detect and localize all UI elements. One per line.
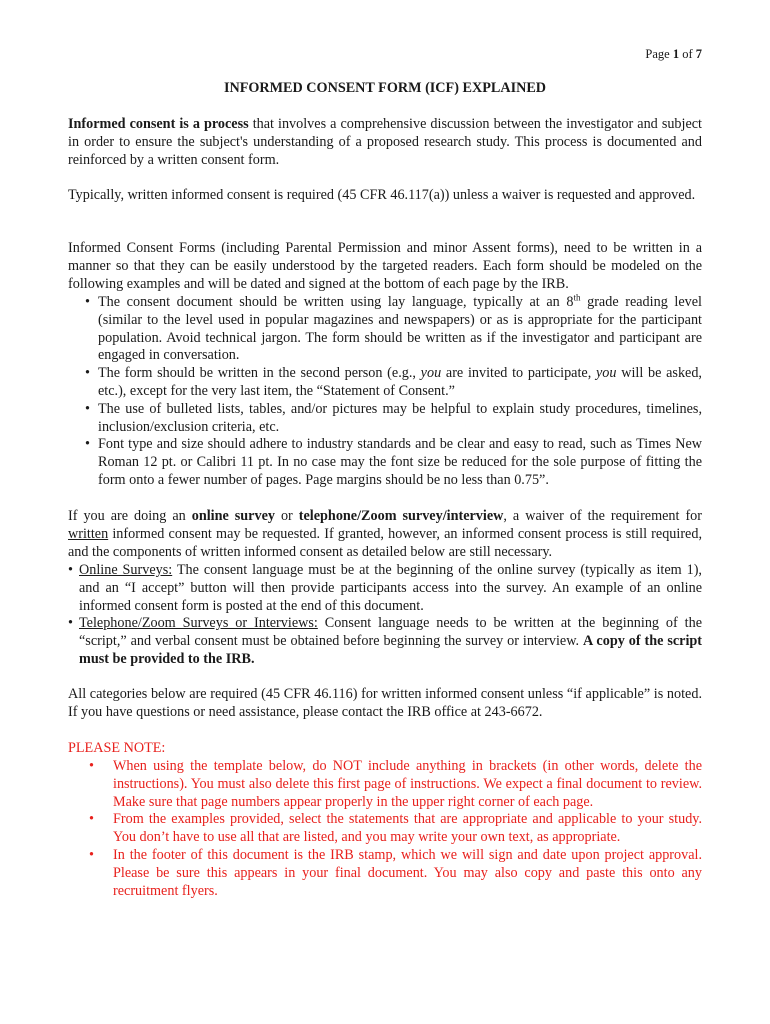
intro-paragraph: Informed consent is a process that involves a comprehensive discussion between the investigator and subject in order to ensure the subject's understanding of a proposed research study. This process is documented and reinforced by a written consent form. (68, 116, 703, 168)
document-title: INFORMED CONSENT FORM (ICF) EXPLAINED (223, 80, 547, 96)
list-item: • When using the template below, do NOT include anything in brackets (in other words, delete the instructions). You must also delete this first page of instructions. We expect a final document to review. Make sure that page numbers appear properly in the upper right corner of each page. (89, 758, 702, 810)
list-item: • Telephone/Zoom Surveys or Interviews: Consent language needs to be written at the beginning of the “script,” and verbal consent must be obtained before beginning the survey or interview. A copy of the script must be provided to the IRB. (68, 615, 703, 667)
page-number: Page 1 of 7 (645, 47, 702, 61)
please-note-heading: PLEASE NOTE: (68, 740, 166, 756)
guidelines-list (68, 294, 702, 490)
icf-intro-paragraph: Informed Consent Forms (including Parental Permission and minor Assent forms), need to be written in a manner so that they can be easily understood by the targeted readers. Each form should be modeled on the following examples and will be dated and signed at the bottom of each page by the IRB. (68, 240, 702, 292)
please-note-list (68, 758, 702, 900)
categories-paragraph: All categories below are required (45 CFR 46.116) for written informed consent unless “if applicable” is noted. If you have questions or need assistance, please contact the IRB office at 243-6672. (68, 686, 702, 720)
bullet-icon: • (85, 436, 90, 453)
survey-types-list (68, 562, 702, 669)
current-page: 1 (672, 47, 680, 61)
bullet-icon: • (89, 758, 94, 774)
list-item: • From the examples provided, select the statements that are appropriate and applicable to your study. You don’t have to use all that are listed, and you may write your own text, as appropriate. (89, 811, 702, 846)
typically-paragraph: Typically, written informed consent is required (45 CFR 46.117(a)) unless a waiver is requested and approved. (68, 187, 696, 203)
list-item: • The form should be written in the second person (e.g., you are invited to participate, you will be asked, etc.), except for the very last item, the “Statement of Consent.” (85, 365, 702, 399)
bullet-icon: • (85, 365, 90, 382)
list-item: • Font type and size should adhere to industry standards and be clear and easy to read, such as Times New Roman 12 pt. or Calibri 11 pt. In no case may the font size be reduced for the sole purpose of fitting the form onto a fewer number of pages. Page margins should be no less than 0.75”. (85, 436, 702, 488)
list-item: • The consent document should be written using lay language, typically at an 8th grade reading level (similar to the level used in popular magazines and newspapers) or as is appropriate for the participant population. Avoid technical jargon. The form should be written as if the investigator and participant are engaged in conversation. (85, 292, 702, 364)
bullet-icon: • (68, 615, 73, 632)
bullet-icon: • (85, 400, 90, 417)
list-item: • Online Surveys: The consent language must be at the beginning of the online survey (typically as item 1), and an “I accept” button will then provide participants access into the survey. An example of an online informed consent form is posted at the end of this document. (68, 562, 702, 614)
bullet-icon: • (85, 294, 90, 310)
document-page (68, 0, 702, 1024)
bullet-icon: • (89, 846, 94, 863)
list-item: • The use of bulleted lists, tables, and/or pictures may be helpful to explain study procedures, timelines, inclusion/exclusion criteria, etc. (85, 400, 702, 435)
list-item: • In the footer of this document is the IRB stamp, which we will sign and date upon project approval. Please be sure this appears in your final document. You may also copy and paste this onto any recruitment flyers. (89, 846, 702, 899)
bullet-icon: • (68, 562, 73, 578)
total-pages: 7 (695, 47, 702, 61)
online-survey-paragraph: If you are doing an online survey or telephone/Zoom survey/interview, a waiver of the requirement for written informed consent may be requested. If granted, however, an informed consent process is still required, and the components of written informed consent as detailed below are still necessary. (68, 508, 702, 560)
bullet-icon: • (89, 811, 94, 828)
